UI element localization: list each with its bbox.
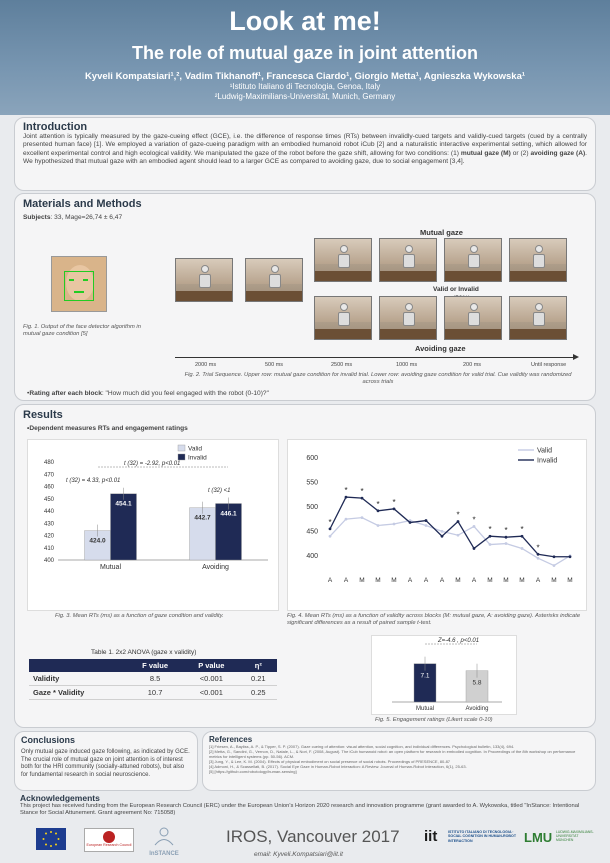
intro-text-a: Joint attention is typically measured by the gaze-cueing effect (GCE), i.e. the difference of response times (RTs) between invalidly-cued targets and validly-cued targets (cued by a centrally presented human face) [1]. We employed a variation of gaze-cueing paradigm with an embodied humanoid robot iCub [2] and a naturalistic interactive experimental setting, which allowed for excellent experimental control and high ecological validity. We manipulated the gaze of the robot before the gaze shift, allowing for two conditions: (1) [23, 133, 587, 157]
x-tick-label: A [423, 577, 429, 584]
results-panel [14, 404, 596, 728]
mutual-gaze-label: Mutual gaze [420, 228, 463, 237]
intro-panel [14, 117, 596, 191]
face-detection-box [64, 271, 94, 301]
cell: <0.001 [183, 672, 239, 686]
y-tick-label: 550 [306, 479, 318, 487]
anova-h0 [29, 659, 127, 672]
data-point [329, 527, 332, 530]
bar-value-label: 446.1 [220, 510, 237, 518]
data-point [505, 536, 508, 539]
anova-h2: P value [183, 659, 239, 672]
mutual-photo-4 [379, 238, 437, 282]
bar-value-label: 442.7 [194, 514, 211, 522]
x-tick-label: M [519, 577, 525, 584]
x-tick-label: M [359, 577, 365, 584]
data-point [425, 524, 428, 527]
y-tick-label: 440 [43, 509, 54, 515]
intro-avoiding: avoiding gaze (A) [530, 149, 586, 157]
instance-text: InSTANCE [149, 851, 179, 857]
conclusions-panel [14, 731, 198, 791]
significance-asterisk: * [360, 487, 364, 497]
bar-value-label: 5.8 [472, 679, 482, 687]
significance-asterisk: * [456, 510, 460, 520]
cell: <0.001 [183, 686, 239, 700]
significance-asterisk: * [536, 543, 540, 553]
x-tick-label: A [343, 577, 349, 584]
y-tick-label: 450 [43, 496, 54, 503]
legend-label: Valid [188, 445, 202, 453]
rating-label: Rating after each block [29, 390, 102, 397]
subjects-label: Subjects [23, 214, 51, 221]
reference-2: [2] Metta, G., Sandini, G., Vernon, D., Natale, L., & Nori, F. (2008, August). The iCub humanoid robot: an open platform for research in embodied cognition. In Proceedings of the 8th workshop on performance metrics for intelligent systems (pp. 50-56). ACM. [209, 749, 576, 759]
y-tick-label: 430 [43, 521, 54, 528]
data-point [377, 524, 380, 527]
valid-invalid-label: Valid or Invalid [433, 286, 479, 293]
methods-title: Materials and Methods [23, 198, 142, 210]
references-title: References [209, 735, 253, 744]
cell: 10.7 [127, 686, 183, 700]
anova-table [29, 659, 277, 700]
fig3-caption: Fig. 3. Mean RTs (ms) as a function of gaze condition and validity. [55, 613, 224, 619]
table-caption: Table 1. 2x2 ANOVA (gaze x validity) [91, 649, 197, 656]
avoiding-photo-6 [509, 296, 567, 340]
x-tick-label: A [327, 577, 333, 584]
data-point [489, 543, 492, 546]
annotation: Z=-4.6 , p<0.01 [438, 638, 480, 644]
y-tick-label: 420 [43, 533, 54, 540]
subjects [23, 214, 122, 222]
y-tick-label: 600 [306, 455, 318, 462]
x-tick-label: M [551, 577, 557, 584]
avoiding-gaze-label: Avoiding gaze [415, 344, 466, 353]
avoiding-photo-3 [314, 296, 372, 340]
fig5-box [371, 635, 517, 715]
data-point [345, 496, 348, 499]
anova-h3: η² [240, 659, 277, 672]
y-tick-label: 400 [43, 558, 54, 564]
rating-text: : "How much did you feel engaged with the robot (0-10)?" [101, 390, 269, 397]
timeline-3: 2500 ms [331, 362, 353, 368]
timeline-5: 200 ms [463, 362, 482, 368]
x-tick-label: Mutual [415, 706, 435, 712]
intro-mutual: mutual gaze (M) [460, 149, 511, 157]
significance-asterisk: * [392, 497, 396, 507]
timeline-1: 2000 ms [195, 362, 217, 368]
cell: 0.25 [240, 686, 277, 700]
mutual-photo-5 [444, 238, 502, 282]
x-tick-label: Avoiding [202, 564, 229, 571]
conclusions-p1: Only mutual gaze induced gaze following, as indicated by GCE. [21, 749, 190, 755]
data-point [473, 525, 476, 528]
x-tick-label: M [375, 577, 381, 584]
fig4-box [287, 439, 587, 611]
data-point [361, 516, 364, 519]
y-tick-label: 500 [306, 503, 318, 511]
data-point [521, 547, 524, 550]
timeline-4: 1000 ms [396, 362, 418, 368]
face-detector-image [51, 256, 107, 312]
data-point [409, 521, 412, 524]
ack-text: This project has received funding from the European Research Council (ERC) under the European Union's Horizon 2020 research and innovation programme (grant awarded to A. Wykowska, titled "InStance: Intentional Stance for Social Attunement. Grant agreement No: 715058) [20, 803, 580, 816]
fig5-caption: Fig. 5. Engagement ratings (Likert scale 0-10) [375, 717, 493, 723]
significance-asterisk: * [472, 515, 476, 525]
reference-4: [4] Admoni, H., & Scassellati, B. (2017). Social Eye Gaze in Human-Robot Interaction: A Review. Journal of Human-Robot Interaction, 6(1), 25-63. [209, 764, 467, 769]
ack-section [20, 793, 590, 817]
x-tick-label: M [391, 577, 397, 584]
x-tick-label: M [567, 577, 573, 584]
data-point [489, 535, 492, 538]
x-tick-label: A [439, 577, 445, 584]
fig1-caption: Fig. 1. Output of the face detector algorithm in mutual gaze condition [5] [23, 324, 141, 337]
lmu-logo [524, 828, 594, 852]
significance-asterisk: * [504, 526, 508, 536]
eu-stars-icon [36, 828, 66, 850]
results-title: Results [23, 409, 63, 421]
data-point [441, 530, 444, 533]
fig2-caption: Fig. 2. Trial Sequence. Upper row: mutual gaze condition for invalid trial. Lower row: avoiding gaze condition for valid trial. Cue validity was randomized across trials [184, 372, 572, 385]
timeline-6: Until response [531, 362, 567, 368]
annotation: t (32) <1 [208, 488, 231, 494]
data-point [473, 547, 476, 550]
methods-panel [14, 193, 596, 401]
reference-3: [3] Jung, Y., & Lee, K. M. (2004). Effects of physical embodiment on social presence of social robots. Proceedings of PRESENCE, 80-87 [209, 759, 451, 764]
y-tick-label: 470 [43, 472, 54, 479]
bar-value-label: 7.1 [420, 672, 430, 680]
poster-header [0, 0, 610, 115]
data-point [505, 542, 508, 545]
eu-flag-logo [36, 828, 66, 850]
dep-measures: •Dependent measures RTs and engagement ratings [27, 425, 188, 432]
significance-asterisk: * [488, 525, 492, 535]
data-point [377, 509, 380, 512]
lmu-logo-text: LMU [524, 830, 553, 845]
iit-logo [424, 828, 516, 852]
references-panel [202, 731, 596, 791]
significance-asterisk: * [376, 499, 380, 509]
bar-value-label: 454.1 [115, 500, 132, 508]
x-tick-label: Avoiding [465, 706, 489, 712]
fig3-box [27, 439, 279, 611]
data-point [537, 557, 540, 560]
fig4-chart [288, 440, 586, 610]
data-point [569, 555, 572, 558]
legend-swatch [178, 445, 185, 451]
data-point [537, 553, 540, 556]
instance-figure-icon [149, 826, 179, 846]
y-tick-label: 480 [43, 460, 54, 466]
dep-measures-text: Dependent measures RTs and engagement ratings [29, 425, 188, 432]
reference-1: [1] Friesen, A., Bayliss, A. P., & Tipper, S. P. (2007). Gaze cueing of attention: visual attention, social cognition, and individual differences. Psychological bulletin, 133(4), 694. [209, 744, 515, 749]
intro-title: Introduction [23, 121, 88, 133]
annotation: t (32) = 4.33, p<0.01 [66, 478, 121, 484]
mutual-photo-3 [314, 238, 372, 282]
series-line-invalid [330, 497, 570, 557]
data-point [521, 535, 524, 538]
timeline-2: 500 ms [265, 362, 284, 368]
table-row [29, 672, 277, 686]
data-point [425, 519, 428, 522]
anova-h1: F value [127, 659, 183, 672]
iit-logo-sub: ISTITUTO ITALIANO DI TECNOLOGIA · SOCIAL COGNITION IN HUMAN-ROBOT INTERACTION [448, 830, 517, 843]
legend-label: Valid [537, 447, 553, 455]
x-tick-label: M [487, 577, 493, 584]
poster-subtitle: The role of mutual gaze in joint attention [132, 43, 478, 63]
contact-email: email: Kyveli.Kompatsiari@iit.it [254, 851, 343, 858]
x-tick-label: A [535, 577, 541, 584]
bar-value-label: 424.0 [89, 537, 106, 545]
cell: Gaze * Validity [29, 686, 127, 700]
affiliation-2: ²Ludwig-Maximilians-Universität, Munich, Germany [214, 92, 396, 101]
annotation: t (32) = -2.92, p<0.01 [124, 461, 181, 467]
significance-asterisk: * [520, 525, 524, 535]
data-point [393, 507, 396, 510]
data-point [329, 535, 332, 538]
trial-photo-2 [245, 258, 303, 302]
x-tick-label: M [455, 577, 461, 584]
avoiding-photo-5 [444, 296, 502, 340]
erc-logo-text: European Research Council [86, 843, 132, 847]
fig4-caption: Fig. 4. Mean RTs (ms) as a function of validity across blocks (M: mutual gaze, A: avoiding gaze). Asterisks indicate significant differences as a result of paired sample t-test. [287, 613, 581, 626]
ack-title: Acknowledgements [20, 793, 100, 803]
conference-name: IROS, Vancouver 2017 [226, 827, 400, 846]
timeline-arrow [175, 357, 575, 358]
data-point [553, 564, 556, 567]
reference-5: [5] [https://github.com/robotology/human-sensing] [209, 769, 297, 774]
data-point [345, 518, 348, 521]
intro-text-c: . We hypothesized that mutual gaze with an embodied agent should lead to a larger GCE as compared to avoiding gaze, due to social engagement [3,4]. [23, 149, 588, 166]
erc-logo [84, 828, 134, 852]
poster-title: Look at me! [229, 6, 381, 36]
anova-header-row [29, 659, 277, 672]
subjects-text: : 33, Mage=26,74 ± 6,47 [50, 214, 123, 221]
affiliation-1: ¹Istituto Italiano di Tecnologia, Genoa, Italy [229, 82, 381, 91]
cell: 0.21 [240, 672, 277, 686]
conclusions-title: Conclusions [21, 735, 76, 745]
data-point [553, 555, 556, 558]
legend-swatch [178, 454, 185, 460]
y-tick-label: 460 [43, 484, 54, 491]
mutual-photo-6 [509, 238, 567, 282]
y-tick-label: 450 [306, 528, 318, 536]
data-point [361, 497, 364, 500]
cell: 8.5 [127, 672, 183, 686]
data-point [393, 523, 396, 526]
table-row [29, 686, 277, 700]
x-tick-label: A [471, 577, 477, 584]
intro-text [23, 133, 587, 167]
x-tick-label: A [407, 577, 413, 584]
series-line-valid [330, 518, 570, 566]
significance-asterisk: * [328, 517, 332, 527]
trial-photo-1 [175, 258, 233, 302]
x-tick-label: Mutual [99, 564, 122, 571]
cell: Validity [29, 672, 127, 686]
conclusions-p2: The crucial role of mutual gaze on joint attention is of interest both for the HRI community (socially-attuned robots), but also for fundamental research in social neuroscience. [21, 756, 185, 778]
lmu-logo-sub: LUDWIG-MAXIMILIANS-UNIVERSITÄT MÜNCHEN [556, 830, 594, 843]
legend-label: Invalid [188, 454, 207, 462]
legend-label: Invalid [537, 457, 558, 465]
instance-logo [146, 826, 182, 858]
data-point [441, 535, 444, 538]
x-tick-label: M [503, 577, 509, 584]
data-point [457, 520, 460, 523]
y-tick-label: 410 [43, 545, 54, 552]
authors: Kyveli Kompatsiari¹,², Vadim Tikhanoff¹, Francesca Ciardo¹, Giorgio Metta¹, Agnieszka Wykowska¹ [84, 71, 526, 82]
fig5-chart [372, 636, 516, 714]
avoiding-photo-4 [379, 296, 437, 340]
y-tick-label: 400 [306, 552, 318, 560]
fig3-chart [28, 440, 278, 610]
intro-text-b: or (2) [510, 149, 531, 157]
significance-asterisk: * [344, 486, 348, 496]
iit-logo-text: iit [424, 828, 438, 845]
data-point [457, 534, 460, 537]
rating-line: •Rating after each block: "How much did you feel engaged with the robot (0-10)?" [27, 390, 269, 397]
